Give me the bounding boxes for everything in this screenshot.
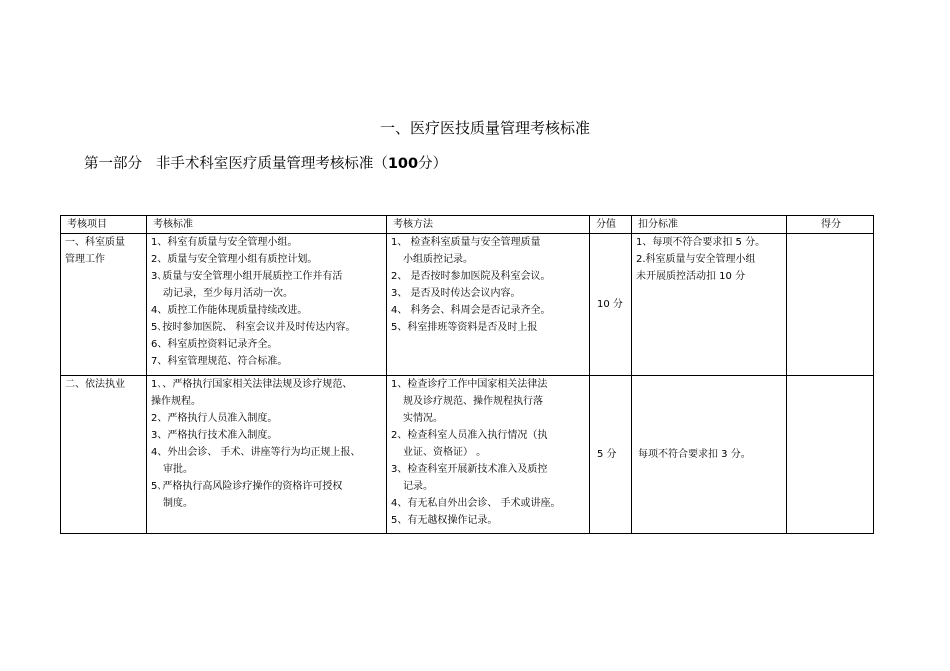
method-line: 4、有无私自外出会诊、 手术或讲座。 [391, 498, 561, 509]
table-header-row [61, 216, 874, 234]
table-row [61, 376, 874, 534]
standard-line: 2、严格执行人员准入制度。 [151, 413, 278, 424]
section-heading-suffix: 分） [418, 156, 448, 172]
method-line: 小组质控记录。 [403, 254, 473, 265]
document-title: 一、医疗医技质量管理考核标准 [379, 119, 590, 137]
method-line: 1、检查诊疗工作中国家相关法律法 [391, 379, 548, 390]
standard-line: 3、严格执行技术准入制度。 [151, 430, 278, 441]
method-line: 4、 科务会、科周会是否记录齐全。 [391, 305, 551, 316]
method-line: 记录。 [403, 481, 433, 492]
header-score: 分值 [590, 216, 632, 234]
cell-deduction [632, 376, 787, 534]
cell-standard [147, 376, 387, 534]
item-line: 二、依法执业 [65, 379, 125, 390]
method-line: 规及诊疗规范、操作规程执行落 [403, 396, 543, 407]
header-item: 考核项目 [61, 216, 147, 234]
header-standard: 考核标准 [147, 216, 387, 234]
deduction-line: 未开展质控活动扣 10 分 [636, 271, 746, 282]
standard-line: 动记录，至少每月活动一次。 [163, 288, 293, 299]
item-line: 一、科室质量 [65, 237, 125, 248]
deduction-line: 2.科室质量与安全管理小组 [636, 254, 756, 265]
cell-item [61, 376, 147, 534]
deduction-line: 1、每项不符合要求扣 5 分。 [636, 237, 766, 248]
standard-line: 操作规程。 [151, 396, 201, 407]
header-method: 考核方法 [387, 216, 590, 234]
cell-item [61, 234, 147, 376]
header-deduction: 扣分标准 [632, 216, 787, 234]
section-total-score: 100 [387, 156, 419, 172]
section-heading-prefix: 第一部分 非手术科室医疗质量管理考核标准（ [84, 156, 388, 172]
standard-line: 制度。 [163, 498, 193, 509]
standard-line: 3､质量与安全管理小组开展质控工作并有活 [151, 271, 343, 282]
cell-result [787, 376, 874, 534]
standard-line: 5､按时参加医院、 科室会议并及时传达内容。 [151, 322, 356, 333]
header-result: 得分 [787, 216, 874, 234]
method-line: 实情况。 [403, 413, 443, 424]
cell-result [787, 234, 874, 376]
cell-standard [147, 234, 387, 376]
method-line: 业证、资格证） 。 [403, 447, 487, 458]
method-line: 2、检查科室人员准入执行情况（执 [391, 430, 548, 441]
cell-score: 5 分 [590, 376, 632, 534]
cell-deduction [632, 234, 787, 376]
method-line: 5、科室排班等资料是否及时上报 [391, 322, 538, 333]
method-line: 5、有无越权操作记录。 [391, 515, 498, 526]
cell-score: 10 分 [590, 234, 632, 376]
table-body [61, 234, 874, 534]
standard-line: 1､、严格执行国家相关法律法规及诊疗规范、 [151, 379, 353, 390]
standard-line: 5､严格执行高风险诊疗操作的资格许可授权 [151, 481, 343, 492]
standard-line: 7、科室管理规范、符合标准。 [151, 356, 288, 367]
standard-line: 4、质控工作能体现质量持续改进。 [151, 305, 308, 316]
table-row [61, 234, 874, 376]
standard-line: 审批。 [163, 464, 193, 475]
standard-line: 4、外出会诊、 手术、讲座等行为均正规上报、 [151, 447, 361, 458]
method-line: 3、检查科室开展新技术准入及质控 [391, 464, 548, 475]
standard-line: 1、科室有质量与安全管理小组。 [151, 237, 298, 248]
method-line: 3、 是否及时传达会议内容。 [391, 288, 521, 299]
method-line: 1、 检查科室质量与安全管理质量 [391, 237, 541, 248]
standard-line: 2、质量与安全管理小组有质控计划。 [151, 254, 318, 265]
assessment-table [60, 215, 874, 534]
cell-method [387, 376, 590, 534]
item-line: 管理工作 [65, 254, 105, 265]
deduction-line: 每项不符合要求扣 3 分。 [638, 449, 751, 460]
standard-line: 6、科室质控资料记录齐全。 [151, 339, 278, 350]
section-heading [84, 152, 447, 173]
method-line: 2、 是否按时参加医院及科室会议。 [391, 271, 551, 282]
cell-method [387, 234, 590, 376]
